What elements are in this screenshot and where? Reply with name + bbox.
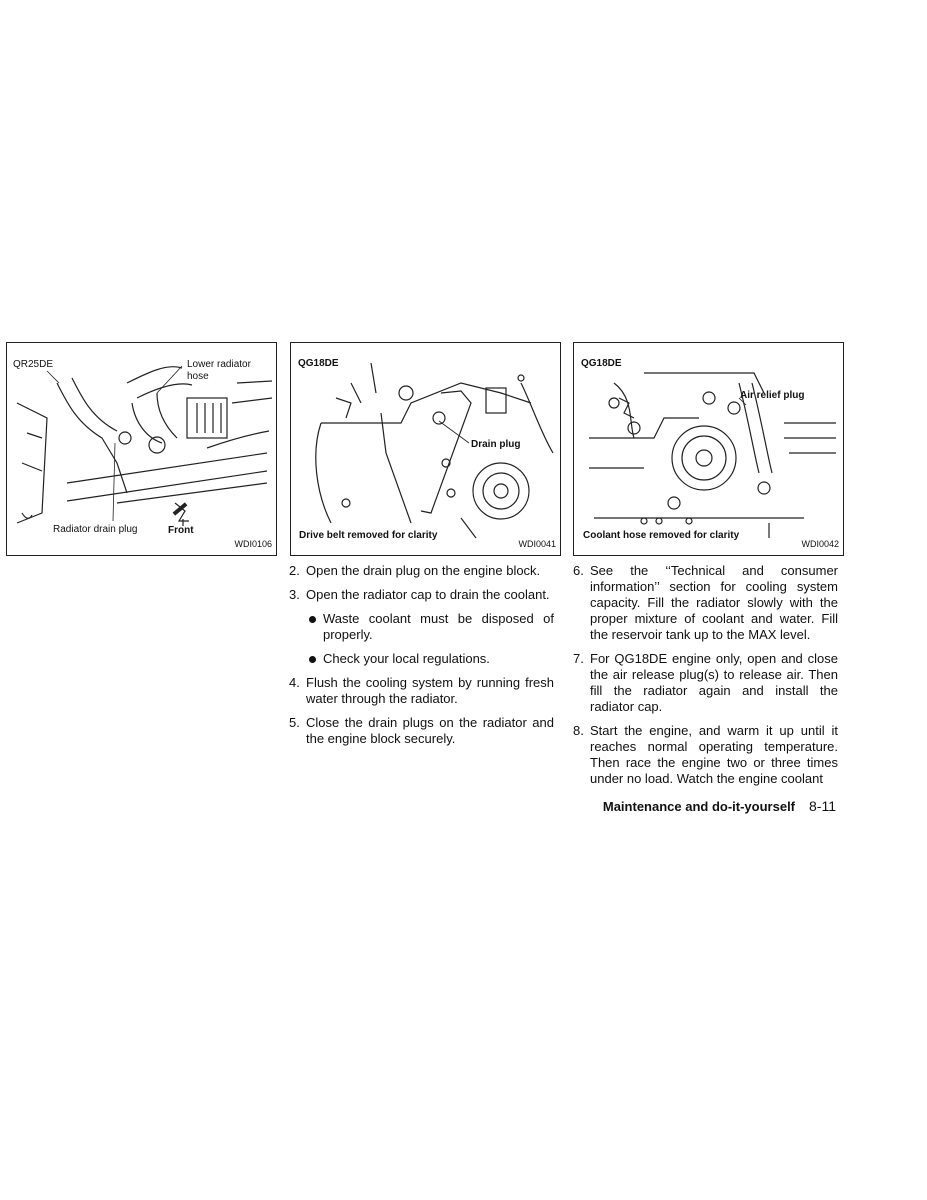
figure-qr25de-drain (6, 342, 277, 556)
step-5 (289, 715, 554, 747)
callout-drain-plug: Drain plug (471, 439, 521, 450)
figure-code: WDI0106 (234, 539, 272, 549)
bullet-text: Check your local regulations. (323, 651, 490, 666)
step-2 (289, 563, 554, 579)
callout-coolant-hose: Coolant hose removed for clarity (583, 530, 740, 541)
step-4 (289, 675, 554, 707)
bullet-icon (309, 616, 316, 623)
figure-code: WDI0042 (801, 539, 839, 549)
step-text: Open the radiator cap to drain the coolant. (306, 587, 550, 602)
bullet-regulations (289, 651, 554, 667)
step-6 (573, 563, 838, 643)
section-title: Maintenance and do-it-yourself (602, 799, 796, 814)
step-number: 4. (289, 675, 300, 690)
step-text: Start the engine, and warm it up until it reaches normal operating temperature. Then race the engine two or three times under no load. Watch the engine coolant (590, 723, 838, 786)
engine-label: QR25DE (13, 359, 54, 370)
engine-illustration-2 (291, 343, 561, 556)
engine-illustration-1 (7, 343, 277, 556)
step-text: Flush the cooling system by running fresh water through the radiator. (306, 675, 554, 706)
step-number: 5. (289, 715, 300, 730)
step-7 (573, 651, 838, 715)
step-8 (573, 723, 838, 787)
step-number: 2. (289, 563, 300, 578)
callout-front: Front (168, 525, 194, 536)
callout-lower-radiator: Lower radiator (187, 359, 251, 370)
bullet-waste-coolant (289, 611, 554, 643)
engine-label: QG18DE (298, 358, 339, 369)
step-number: 7. (573, 651, 584, 666)
step-number: 3. (289, 587, 300, 602)
step-text: See the ‘‘Technical and consumer information’’ section for cooling system capacity. Fill the radiator slowly with the proper mixture of coolant and water. Fill the reservoir tank up to the MAX level. (590, 563, 838, 642)
callout-drive-belt: Drive belt removed for clarity (299, 530, 438, 541)
middle-column (289, 563, 554, 755)
step-3 (289, 587, 554, 603)
bullet-text: Waste coolant must be disposed of properly. (323, 611, 554, 642)
step-text: Close the drain plugs on the radiator and the engine block securely. (306, 715, 554, 746)
callout-hose: hose (187, 371, 209, 382)
step-text: Open the drain plug on the engine block. (306, 563, 541, 578)
bullet-icon (309, 656, 316, 663)
figure-code: WDI0041 (518, 539, 556, 549)
callout-radiator-drain-plug: Radiator drain plug (53, 524, 138, 535)
step-text: For QG18DE engine only, open and close the air release plug(s) to release air. Then fill the radiator again and install the radiator cap. (590, 651, 838, 714)
right-column (573, 563, 838, 795)
page-number: 8-11 (809, 798, 836, 814)
engine-illustration-3 (574, 343, 837, 556)
callout-air-relief-plug: Air relief plug (740, 390, 805, 401)
figure-qg18de-air-relief (573, 342, 844, 556)
page-footer (580, 798, 836, 814)
step-number: 6. (573, 563, 584, 578)
step-number: 8. (573, 723, 584, 738)
engine-label: QG18DE (581, 358, 622, 369)
figure-qg18de-drain (290, 342, 561, 556)
